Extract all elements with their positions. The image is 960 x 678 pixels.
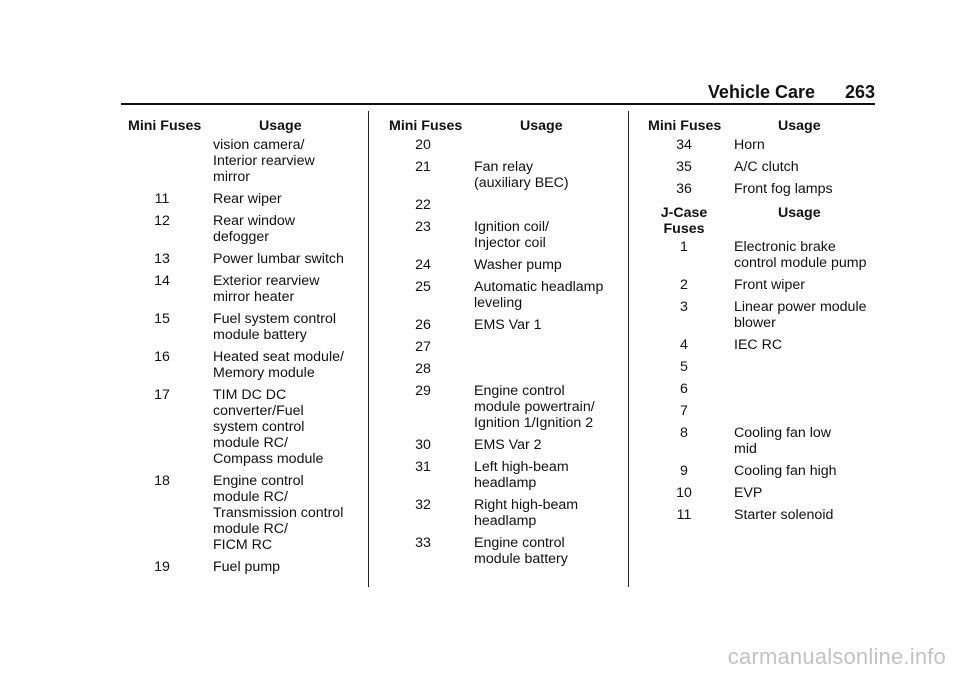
fuse-number: 5 [680, 359, 688, 375]
fuse-usage: Engine control module battery [474, 535, 568, 567]
fuse-row [121, 191, 361, 207]
fuse-usage: Left high-beam headlamp [474, 459, 569, 491]
fuse-number: 20 [415, 137, 431, 153]
fuse-usage: Power lumbar switch [213, 251, 344, 267]
fuse-usage: Front fog lamps [734, 181, 833, 197]
fuse-number: 15 [154, 311, 170, 327]
fuse-row [121, 251, 361, 267]
fuse-number: 21 [415, 159, 431, 175]
fuse-usage: Washer pump [474, 257, 562, 273]
header-usage: Usage [259, 118, 302, 134]
fuse-row [641, 403, 881, 419]
fuse-row [121, 311, 361, 343]
fuse-usage: TIM DC DC converter/Fuel system control module RC/ Compass module [213, 387, 324, 467]
fuse-row [121, 213, 361, 245]
fuse-number: 13 [154, 251, 170, 267]
fuse-column-2 [382, 118, 622, 573]
fuse-usage [474, 361, 622, 377]
fuse-row [641, 463, 881, 479]
fuse-row [382, 219, 622, 251]
fuse-row [121, 137, 361, 185]
watermark: carmanualsonline.info [727, 644, 946, 669]
column-header [382, 118, 622, 137]
fuse-number: 11 [154, 191, 170, 207]
fuse-number: 17 [154, 387, 170, 403]
fuse-number: 7 [680, 403, 688, 419]
header-usage: Usage [778, 118, 821, 134]
jcase-header [641, 205, 881, 239]
fuse-usage: Electronic brake control module pump [734, 239, 867, 271]
section-title: Vehicle Care [707, 82, 815, 102]
fuse-number: 24 [415, 257, 431, 273]
fuse-row [641, 337, 881, 353]
fuse-row [121, 559, 361, 575]
fuse-number: 2 [680, 277, 688, 293]
fuse-usage: Exterior rearview mirror heater [213, 273, 320, 305]
fuse-table [641, 137, 881, 197]
fuse-row [382, 197, 622, 213]
fuse-column-3 [641, 118, 881, 529]
column-divider-2 [628, 111, 629, 587]
fuse-row [382, 279, 622, 311]
header-fuse: Mini Fuses [128, 118, 202, 134]
fuse-usage: Horn [734, 137, 765, 153]
fuse-column-1 [121, 118, 361, 581]
fuse-number: 25 [415, 279, 431, 295]
fuse-row [641, 507, 881, 523]
fuse-row [121, 273, 361, 305]
fuse-row [121, 387, 361, 467]
fuse-row [382, 339, 622, 355]
jcase-fuse-table [641, 239, 881, 523]
fuse-number: 8 [680, 425, 688, 441]
fuse-number: 23 [415, 219, 431, 235]
fuse-number: 31 [415, 459, 431, 475]
column-header [121, 118, 361, 137]
fuse-row [382, 257, 622, 273]
header-fuse: Mini Fuses [648, 118, 722, 134]
fuse-number: 3 [680, 299, 688, 315]
header-fuse: Mini Fuses [389, 118, 463, 134]
fuse-usage [474, 339, 622, 355]
fuse-row [641, 277, 881, 293]
fuse-number: 32 [415, 497, 431, 513]
fuse-usage: EVP [734, 485, 763, 501]
fuse-row [382, 137, 622, 153]
header-jcase-fuses: J-Case Fuses [660, 205, 708, 237]
fuse-usage: Cooling fan high [734, 463, 837, 479]
fuse-number: 27 [415, 339, 431, 355]
fuse-row [382, 317, 622, 333]
fuse-usage: IEC RC [734, 337, 783, 353]
fuse-usage: Engine control module powertrain/ Ignition 1/Ignition 2 [474, 383, 595, 431]
fuse-number: 35 [676, 159, 692, 175]
fuse-usage: Heated seat module/ Memory module [213, 349, 344, 381]
fuse-number: 36 [676, 181, 692, 197]
fuse-row [641, 381, 881, 397]
fuse-usage: Front wiper [734, 277, 805, 293]
fuse-usage: vision camera/ Interior rearview mirror [213, 137, 315, 185]
fuse-number: 28 [415, 361, 431, 377]
fuse-row [641, 425, 881, 457]
fuse-usage: Engine control module RC/ Transmission control module RC/ FICM RC [213, 473, 344, 553]
fuse-usage: Rear wiper [213, 191, 282, 207]
fuse-row [641, 485, 881, 501]
fuse-number: 26 [415, 317, 431, 333]
fuse-usage: Fuel pump [213, 559, 281, 575]
fuse-row [121, 349, 361, 381]
fuse-number: 4 [680, 337, 688, 353]
fuse-usage: Linear power module blower [734, 299, 867, 331]
fuse-number: 19 [154, 559, 170, 575]
fuse-usage [474, 137, 622, 153]
fuse-number: 10 [676, 485, 692, 501]
fuse-usage: Fan relay (auxiliary BEC) [474, 159, 569, 191]
fuse-usage: Fuel system control module battery [213, 311, 336, 343]
fuse-usage: Rear window defogger [213, 213, 296, 245]
page-header [121, 82, 875, 104]
fuse-table [121, 137, 361, 575]
page-number: 263 [844, 82, 875, 102]
fuse-number: 9 [680, 463, 688, 479]
fuse-number: 29 [415, 383, 431, 399]
header-rule [121, 103, 875, 105]
fuse-row [121, 473, 361, 553]
fuse-usage [734, 381, 881, 397]
fuse-row [382, 361, 622, 377]
fuse-number: 11 [676, 507, 692, 523]
header-jcase-usage: Usage [778, 205, 821, 221]
fuse-number: 1 [680, 239, 688, 255]
fuse-number: 18 [154, 473, 170, 489]
fuse-number: 16 [154, 349, 170, 365]
fuse-usage: EMS Var 1 [474, 317, 542, 333]
fuse-row [641, 159, 881, 175]
fuse-usage [734, 403, 881, 419]
fuse-row [641, 137, 881, 153]
fuse-usage: Cooling fan low mid [734, 425, 832, 457]
fuse-row [641, 299, 881, 331]
fuse-number: 33 [415, 535, 431, 551]
fuse-usage: EMS Var 2 [474, 437, 542, 453]
fuse-usage [474, 197, 622, 213]
fuse-row [382, 437, 622, 453]
fuse-number: 34 [676, 137, 692, 153]
fuse-table [382, 137, 622, 567]
header-usage: Usage [520, 118, 563, 134]
fuse-number: 22 [415, 197, 431, 213]
column-header [641, 118, 881, 137]
fuse-row [382, 383, 622, 431]
fuse-number: 30 [415, 437, 431, 453]
fuse-usage: A/C clutch [734, 159, 799, 175]
fuse-row [382, 535, 622, 567]
fuse-number: 6 [680, 381, 688, 397]
fuse-usage: Right high-beam headlamp [474, 497, 579, 529]
fuse-row [382, 497, 622, 529]
fuse-number: 14 [154, 273, 170, 289]
fuse-row [641, 181, 881, 197]
fuse-row [641, 239, 881, 271]
fuse-usage [734, 359, 881, 375]
fuse-row [382, 459, 622, 491]
fuse-usage: Automatic headlamp leveling [474, 279, 604, 311]
fuse-number: 12 [154, 213, 170, 229]
fuse-row [641, 359, 881, 375]
fuse-usage: Ignition coil/ Injector coil [474, 219, 549, 251]
column-divider-1 [368, 111, 369, 587]
fuse-usage: Starter solenoid [734, 507, 834, 523]
fuse-row [382, 159, 622, 191]
